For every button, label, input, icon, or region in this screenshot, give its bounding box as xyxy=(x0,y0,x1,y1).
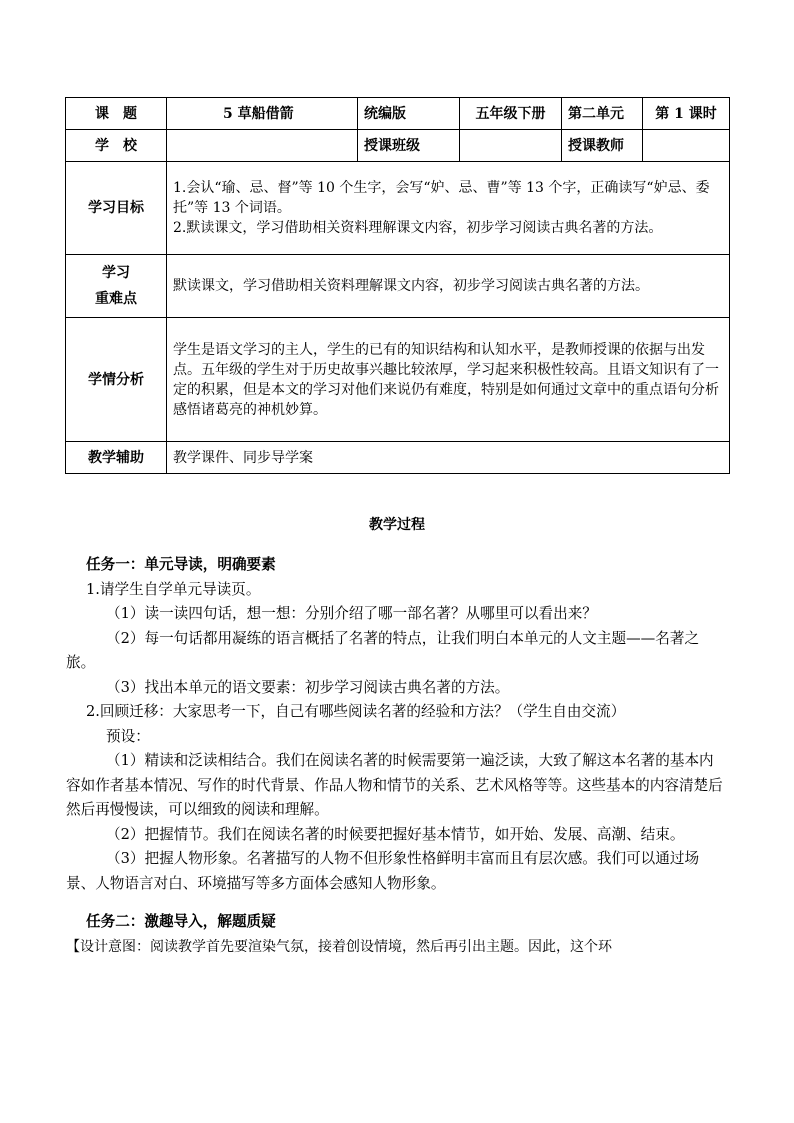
section-title: 教学过程 xyxy=(369,517,425,533)
label-goals: 学习目标 xyxy=(66,162,167,255)
aids-content: 教学课件、同步导学案 xyxy=(167,442,730,474)
lesson-info-table xyxy=(65,97,730,474)
school-value xyxy=(167,130,358,162)
process-content xyxy=(66,553,726,959)
task1-sub2: （2）每一句话都用凝练的语言概括了名著的特点，让我们明白本单元的人文主题——名著之旅。 xyxy=(66,629,700,671)
task1-sub1: （1）读一读四句话，想一想：分别介绍了哪一部名著？从哪里可以看出来？ xyxy=(106,605,597,622)
task1-p2: （2）把握情节。我们在阅读名著的时候要把握好基本情节，如开始、发展、高潮、结束。 xyxy=(106,825,685,843)
label-class: 授课班级 xyxy=(358,130,460,162)
table-row xyxy=(66,162,730,255)
task1-item2: 2.回顾迁移：大家思考一下，自己有哪些阅读名著的经验和方法？（学生自由交流） xyxy=(86,703,626,720)
task1-item1: 1.请学生自学单元导读页。 xyxy=(86,580,261,598)
table-row xyxy=(66,130,730,162)
class-value xyxy=(460,130,562,162)
spacer xyxy=(86,896,726,910)
task1-heading: 任务一：单元导读，明确要素 xyxy=(86,556,276,573)
table-row xyxy=(66,255,730,318)
task1-preset: 预设： xyxy=(106,727,150,745)
key-points-content: 默读课文，学习借助相关资料理解课文内容，初步学习阅读古典名著的方法。 xyxy=(167,255,730,318)
goal-line-2: 2.默读课文，学习借助相关资料理解课文内容，初步学习阅读古典名著的方法。 xyxy=(173,220,663,236)
unit: 第二单元 xyxy=(562,98,643,130)
label-analysis: 学情分析 xyxy=(66,318,167,442)
period: 第 1 课时 xyxy=(643,98,730,130)
task1-p3: （3）把握人物形象。名著描写的人物不但形象性格鲜明丰富而且有层次感。我们可以通过场景、人物语言对白、环境描写等多方面体会感知人物形象。 xyxy=(66,850,700,892)
teacher-value xyxy=(643,130,730,162)
label-topic: 课 题 xyxy=(66,98,167,130)
task2-heading: 任务二：激趣导入，解题质疑 xyxy=(86,913,276,930)
grade: 五年级下册 xyxy=(460,98,562,130)
task2-design-note: 【设计意图：阅读教学首先要渲染气氛，接着创设情境，然后再引出主题。因此，这个环 xyxy=(66,938,612,955)
label-key-points-b: 重难点 xyxy=(95,291,137,307)
table-row xyxy=(66,318,730,442)
label-key-points xyxy=(66,255,167,318)
edition: 统编版 xyxy=(358,98,460,130)
task1-p1: （1）精读和泛读相结合。我们在阅读名著的时候需要第一遍泛读，大致了解这本名著的基本内容如作者基本情况、写作的时代背景、作品人物和情节的关系、艺术风格等等。这些基本的内容清楚后然后再慢慢读，可以细致的阅读和理解。 xyxy=(66,752,723,818)
table-row xyxy=(66,442,730,474)
label-school: 学 校 xyxy=(66,130,167,162)
goals-content xyxy=(167,162,730,255)
goal-line-1: 1.会认“瑜、忌、督”等 10 个生字，会写“妒、忌、曹”等 13 个字，正确读写“妒忌、委托”等 13 个词语。 xyxy=(173,180,710,216)
label-teacher: 授课教师 xyxy=(562,130,643,162)
analysis-content: 学生是语文学习的主人，学生的已有的知识结构和认知水平，是教师授课的依据与出发点。五年级的学生对于历史故事兴趣比较浓厚，学习起来积极性较高。且语文知识有了一定的积累，但是本文的学习对他们来说仍有难度，特别是如何通过文章中的重点语句分析感悟诸葛亮的神机妙算。 xyxy=(167,318,730,442)
task1-sub3: （3）找出本单元的语文要素：初步学习阅读古典名著的方法。 xyxy=(106,678,510,696)
table-row xyxy=(66,98,730,130)
label-aids: 教学辅助 xyxy=(66,442,167,474)
label-key-points-a: 学习 xyxy=(102,265,130,281)
lesson-title: 5 草船借箭 xyxy=(167,98,358,130)
